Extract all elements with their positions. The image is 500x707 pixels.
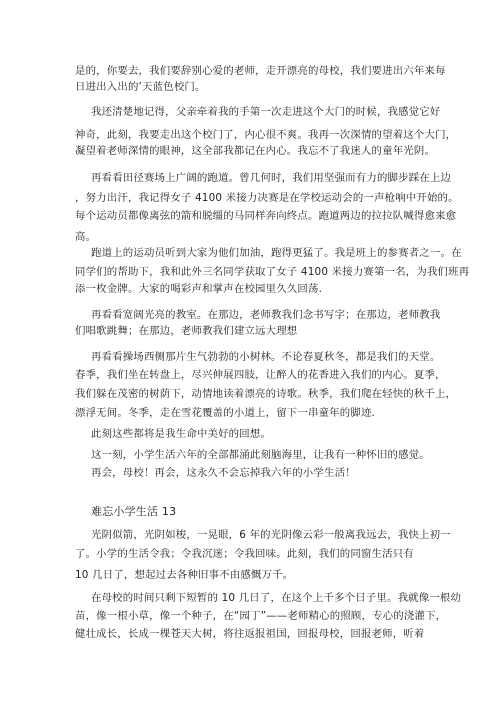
text-line: 光阴似箭，光阴如梭，一晃眼，6 年的光阴像云彩一般离我远去，我快上初一 (91, 529, 451, 541)
text-line: 再看看宽阔光亮的教室。在那边，老师教我们念书写字；在那边，老师教我 (91, 309, 441, 321)
text-line: 苗，像一根小草，像一个种子，在“园丁”——老师精心的照顾，专心的浇灌下， (75, 610, 447, 622)
text-line: 们唱歌跳舞；在那边，老师教我们建立远大理想 (75, 325, 298, 337)
text-line: 高。 (75, 231, 97, 243)
text-line: 添一枚金牌。大家的喝彩声和掌声在校园里久久回荡. (75, 283, 323, 295)
text-line: 这一刻，小学生活六年的全部都涌此刻脑海里，让我有一种怀旧的感觉。 (91, 449, 430, 461)
text-line: 此刻这些都将是我生命中美好的回想。 (91, 428, 272, 440)
text-line: 我还清楚地记得，父亲牵着我的手第一次走进这个大门的时候，我感觉它好 (91, 106, 441, 118)
text-line: 凝望着老师深情的眼神，这全部我都记在内心。我忘不了我迷人的童年光阴。 (75, 145, 436, 157)
text-line: 再看看操场西侧那片生气勃勃的小树林。不论春夏秋冬，都是我们的天堂。 (91, 351, 441, 363)
text-line: 神奇，此刻，我要走出这个校门了，内心很不爽。我再一次深情的望着这个大门， (75, 129, 457, 141)
text-line: 在母校的时间只剩下短暂的 10 几日了，在这个上千多个日子里。我就像一根幼 (91, 592, 462, 604)
text-line: 漂浮无间。冬季，走在雪花覆盖的小道上，留下一串童年的脚迹. (75, 407, 376, 419)
text-line: 再看看田径赛场上广阔的跑道。曾几何时，我们用坚强而有力的脚步踩在上边 (91, 172, 452, 184)
section-heading: 难忘小学生活 13 (91, 505, 177, 518)
text-line: 再会，母校！再会，这永久不会忘掉我六年的小学生活！ (91, 467, 356, 479)
text-line: 春季，我们坐在转盘上，尽兴伸展四肢，让醉人的花香进入我们的内心。夏季， (75, 369, 446, 381)
text-line: 每个运动员都像离弦的箭和脱缰的马同样奔向终点。跑道两边的拉拉队喊得愈来愈 (75, 210, 457, 222)
text-line: 同学们的帮助下，我和此外三名同学获取了女子 4100 米接力赛第一名，为我们班再 (75, 266, 470, 278)
text-line: 10 几日了，想起过去各种旧事不由感慨万千。 (75, 569, 294, 581)
text-line: 跑道上的运动员听到大家为他们加油，跑得更猛了。我是班上的参赛者之一。在 (91, 247, 462, 259)
text-line: 是的，你要去，我们要辞别心爱的老师，走开漂亮的母校，我们要进出六年来每 (75, 65, 446, 77)
text-line: 健壮成长，长成一棵苍天大树，将往返报祖国，回报母校，回报老师，听着 (75, 628, 425, 640)
text-line: ，努力出汗，我记得女子 4100 米接力决赛是在学校运动会的一声枪响中开始的。 (75, 192, 459, 204)
text-line: 我们躲在茂密的树荫下，动情地读着漂亮的诗歌。秋季，我们爬在轻快的秋千上， (75, 388, 457, 400)
text-line: 日进出入出的’天蓝色校门。 (75, 81, 206, 93)
text-line: 了。小学的生活令我；令我沉迷；令我回味。此刻，我们的同窗生活只有 (75, 548, 414, 560)
